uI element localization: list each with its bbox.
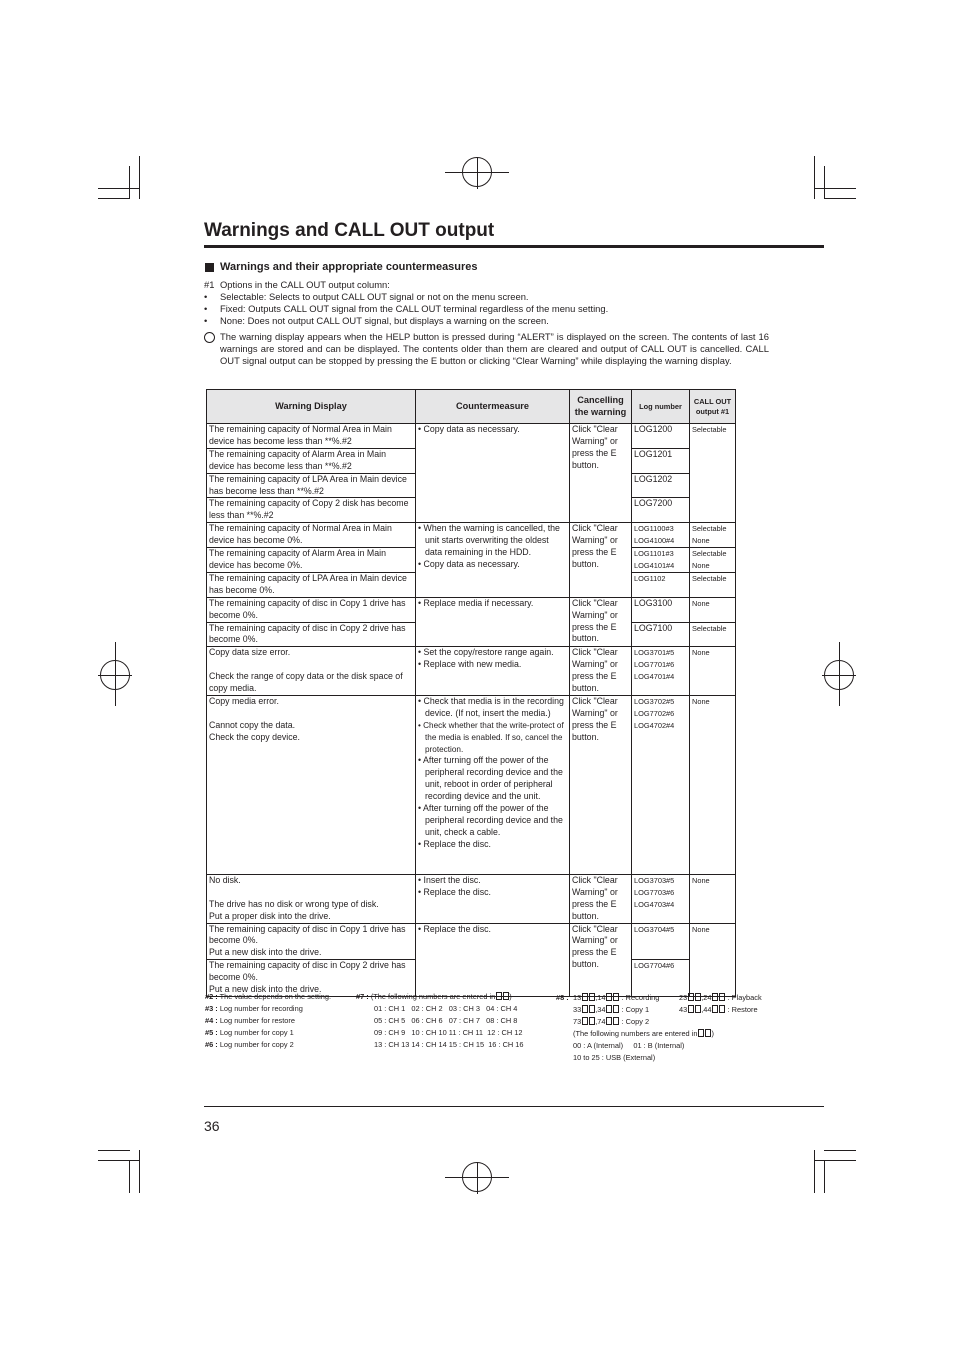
log-cell: LOG1201 xyxy=(632,448,690,473)
note1-text: Options in the CALL OUT output column: xyxy=(220,279,390,290)
countermeasure-item: • Check that media is in the recording device. (If not, insert the media.) xyxy=(418,695,564,718)
footnote-label: #5 : xyxy=(205,1028,218,1037)
mode-code: ,74 xyxy=(595,1017,606,1026)
log-number: LOG1100#3 xyxy=(634,524,674,534)
footnote-label: #7 : xyxy=(356,992,369,1001)
page-title: Warnings and CALL OUT output xyxy=(204,220,495,241)
log-number: LOG1101#3 xyxy=(634,549,674,559)
table-row xyxy=(207,597,736,622)
footnote-label: #4 : xyxy=(205,1016,218,1025)
footnote-label: #8 : xyxy=(556,993,569,1002)
log-number: LOG7702#6 xyxy=(634,708,675,718)
digit-box-icon xyxy=(589,1017,595,1025)
footnote-text: ) xyxy=(509,992,512,1001)
callout-cell xyxy=(690,523,736,548)
header-callout: CALL OUT output #1 xyxy=(690,390,736,424)
warning-cell: The remaining capacity of Alarm Area in Main device has become less than **%.#2 xyxy=(207,448,416,473)
digit-box-icon xyxy=(582,1017,588,1025)
callout-cell: None xyxy=(690,874,736,923)
warning-cell xyxy=(207,695,416,874)
footnotes-left xyxy=(205,991,355,1051)
footnote-text: Log number for restore xyxy=(219,1016,295,1025)
log-number: LOG7701#6 xyxy=(634,660,675,670)
cancel-cell: Click "Clear Warning" or press the E button. xyxy=(570,874,632,923)
warning-text: Put a new disk into the drive. xyxy=(209,947,322,958)
digit-box-icon xyxy=(698,1029,704,1037)
countermeasure-item: • After turning off the power of the peripheral recording device and the unit, reboot in order of peripheral recording device and the unit. xyxy=(418,755,563,802)
log-number: LOG3701#5 xyxy=(634,648,675,658)
countermeasure-cell xyxy=(416,523,570,597)
warnings-table xyxy=(206,389,736,997)
log-number: LOG4703#4 xyxy=(634,899,675,909)
digit-box-icon xyxy=(712,1005,718,1013)
countermeasure-item: • Replace media if necessary. xyxy=(418,597,534,608)
log-cell: LOG1202 xyxy=(632,473,690,498)
cancel-cell: Click "Clear Warning" or press the E button. xyxy=(570,923,632,996)
warning-cell: The remaining capacity of LPA Area in Main device has become 0%. xyxy=(207,572,416,597)
callout-value: Selectable xyxy=(692,524,727,534)
warning-text: Check the range of copy data or the disk space of copy media. xyxy=(209,671,403,694)
countermeasure-cell xyxy=(416,695,570,874)
header-cancelling: Cancelling the warning xyxy=(570,390,632,424)
mode-code: 23 xyxy=(679,993,688,1002)
log-cell: LOG1102 xyxy=(632,572,690,597)
warning-cell: The remaining capacity of disc in Copy 2 drive has become 0%. xyxy=(207,622,416,647)
warning-text: The drive has no disk or wrong type of disk. xyxy=(209,898,379,909)
page-number: 36 xyxy=(204,1118,220,1134)
mode-code: ,24 xyxy=(701,993,712,1002)
digit-box-icon xyxy=(503,992,512,1001)
log-number: LOG4702#4 xyxy=(634,720,675,730)
warning-text: Check the copy device. xyxy=(209,731,300,742)
mode-code: 73 xyxy=(573,1017,582,1026)
countermeasure-item: • Replace the disc. xyxy=(418,838,492,849)
warning-text: No disk. xyxy=(209,874,241,885)
digit-box-icon xyxy=(589,993,595,1001)
cancel-cell: Click "Clear Warning" or press the E button. xyxy=(570,695,632,874)
countermeasure-item: • Replace the disc. xyxy=(418,923,492,934)
bullet-dot-icon: • xyxy=(204,291,208,302)
mode-code: 33 xyxy=(573,1005,582,1014)
footnote-text: Log number for copy 2 xyxy=(219,1040,294,1049)
log-cell xyxy=(632,548,690,573)
intro-paragraph: The warning display appears when the HELP button is pressed during “ALERT” is displayed on the screen. The contents of last 16 warnings are stored and can be displayed. The contents older than them are cleared and output of CALL OUT is cancelled. CALL OUT signal output can be stopped by pressing the E button or clicking “Clear Warning” while displaying the warning display. xyxy=(220,331,769,366)
note-bullet: Selectable: Selects to output CALL OUT signal or not on the menu screen. xyxy=(220,291,529,302)
digit-box-icon xyxy=(719,1005,725,1013)
header-log-number: Log number xyxy=(632,390,690,424)
footnote-label: #2 : xyxy=(205,992,218,1001)
digit-box-icon xyxy=(613,1017,619,1025)
digit-box-icon xyxy=(606,1017,612,1025)
log-cell: LOG7100 xyxy=(632,622,690,647)
warning-text: Cannot copy the data. xyxy=(209,719,296,730)
warning-cell: The remaining capacity of LPA Area in Main device has become less than **%.#2 xyxy=(207,473,416,498)
footnote-7 xyxy=(356,991,556,1051)
countermeasure-cell xyxy=(416,874,570,923)
callout-value: Selectable xyxy=(692,549,727,559)
warning-cell xyxy=(207,874,416,923)
footnote-8 xyxy=(556,992,776,1064)
warning-text: Copy data size error. xyxy=(209,647,291,658)
table-row xyxy=(207,647,736,696)
footnote-text: (The following numbers are entered in xyxy=(573,1029,698,1038)
footnote-text: Log number for copy 1 xyxy=(219,1028,294,1037)
callout-cell: Selectable xyxy=(690,424,736,523)
log-cell xyxy=(632,874,690,923)
footer-rule xyxy=(204,1106,824,1107)
log-cell xyxy=(632,647,690,696)
digit-box-icon xyxy=(712,993,718,1001)
header-warning-display: Warning Display xyxy=(207,390,416,424)
digit-box-icon xyxy=(589,1005,595,1013)
footnote-text: The value depends on the setting. xyxy=(219,992,332,1001)
footnote-text: ) xyxy=(711,1029,714,1038)
mode-label: : Copy 1 xyxy=(621,1005,650,1014)
digit-box-icon xyxy=(695,993,701,1001)
section-title: Warnings and their appropriate countermeasures xyxy=(220,261,478,273)
warning-cell: The remaining capacity of Alarm Area in Main device has become 0%. xyxy=(207,548,416,573)
intro-notes xyxy=(204,279,769,367)
digit-box-icon xyxy=(606,1005,612,1013)
mode-code: 13 xyxy=(573,993,582,1002)
header-countermeasure: Countermeasure xyxy=(416,390,570,424)
footnote-label: #6 : xyxy=(205,1040,218,1049)
log-cell: LOG1200 xyxy=(632,424,690,449)
channel-row: 09 : CH 9 10 : CH 10 11 : CH 11 12 : CH 12 xyxy=(374,1028,523,1037)
square-bullet-icon xyxy=(205,263,214,272)
warning-text: Put a proper disk into the drive. xyxy=(209,910,331,921)
table-row xyxy=(207,695,736,874)
countermeasure-item: • Replace with new media. xyxy=(418,659,522,670)
footnote-text: (The following numbers are entered in xyxy=(370,992,496,1001)
mode-label: : Playback xyxy=(727,993,762,1002)
log-number: LOG4701#4 xyxy=(634,672,675,682)
cancel-cell: Click "Clear Warning" or press the E button. xyxy=(570,597,632,647)
channel-row: 01 : CH 1 02 : CH 2 03 : CH 3 04 : CH 4 xyxy=(374,1004,518,1013)
note-bullet: Fixed: Outputs CALL OUT signal from the CALL OUT terminal regardless of the menu setting. xyxy=(220,303,609,314)
warning-text: The remaining capacity of disc in Copy 2 drive has become 0%. xyxy=(209,960,406,983)
device-row: 10 to 25 : USB (External) xyxy=(573,1053,656,1062)
log-cell xyxy=(632,695,690,874)
callout-cell xyxy=(690,548,736,573)
countermeasure-item: • After turning off the power of the peripheral recording device and the unit, check a cable. xyxy=(418,803,563,837)
countermeasure-item: • Check whether that the write-protect of the media is enabled. If so, cancel the protection. xyxy=(418,720,564,754)
warning-cell xyxy=(207,923,416,960)
table-header-row xyxy=(207,390,736,424)
table-row xyxy=(207,874,736,923)
digit-box-icon xyxy=(613,1005,619,1013)
log-number: LOG4101#4 xyxy=(634,560,675,570)
digit-box-icon xyxy=(582,1005,588,1013)
digit-box-icon xyxy=(496,992,502,1000)
title-rule xyxy=(204,245,824,248)
mode-code: 43 xyxy=(679,1005,688,1014)
cancel-cell: Click "Clear Warning" or press the E button. xyxy=(570,424,632,523)
log-number: LOG4100#4 xyxy=(634,536,675,546)
bullet-dot-icon: • xyxy=(204,315,208,326)
countermeasure-item: • Copy data as necessary. xyxy=(418,558,520,569)
mode-code: ,14 xyxy=(595,993,606,1002)
footnote-label: #3 : xyxy=(205,1004,218,1013)
log-cell xyxy=(632,523,690,548)
log-number: LOG3703#5 xyxy=(634,875,675,885)
note-bullet: None: Does not output CALL OUT signal, but displays a warning on the screen. xyxy=(220,315,549,326)
log-cell: LOG3100 xyxy=(632,597,690,622)
countermeasure-item: • Copy data as necessary. xyxy=(418,424,520,434)
callout-cell: None xyxy=(690,597,736,622)
warning-cell: The remaining capacity of Normal Area in Main device has become less than **%.#2 xyxy=(207,424,416,449)
callout-cell: Selectable xyxy=(690,622,736,647)
mode-label: : Copy 2 xyxy=(621,1017,650,1026)
warning-cell xyxy=(207,647,416,696)
digit-box-icon xyxy=(688,993,694,1001)
cancel-cell: Click "Clear Warning" or press the E button. xyxy=(570,523,632,597)
log-number: LOG7703#6 xyxy=(634,887,675,897)
callout-cell: None xyxy=(690,647,736,696)
cancel-cell: Click "Clear Warning" or press the E button. xyxy=(570,647,632,696)
countermeasure-cell xyxy=(416,923,570,996)
callout-cell: Selectable xyxy=(690,572,736,597)
warning-cell: The remaining capacity of Normal Area in Main device has become 0%. xyxy=(207,523,416,548)
note1-label: #1 xyxy=(204,279,215,290)
mode-code: ,34 xyxy=(595,1005,606,1014)
warning-text: The remaining capacity of disc in Copy 1 drive has become 0%. xyxy=(209,923,406,946)
warning-cell: The remaining capacity of Copy 2 disk has become less than **%.#2 xyxy=(207,498,416,523)
countermeasure-item: • When the warning is cancelled, the unit starts overwriting the oldest data remaining in the HDD. xyxy=(418,523,560,558)
table-row xyxy=(207,923,736,960)
mode-code: ,44 xyxy=(701,1005,712,1014)
countermeasure-cell xyxy=(416,424,570,523)
countermeasure-cell xyxy=(416,597,570,647)
device-row: 00 : A (Internal) 01 : B (Internal) xyxy=(573,1041,685,1050)
digit-box-icon xyxy=(582,993,588,1001)
digit-box-icon xyxy=(719,993,725,1001)
countermeasure-item: • Insert the disc. xyxy=(418,874,481,885)
section-heading xyxy=(205,261,478,273)
callout-value: None xyxy=(692,560,710,570)
channel-row: 05 : CH 5 06 : CH 6 07 : CH 7 08 : CH 8 xyxy=(374,1016,518,1025)
digit-box-icon xyxy=(688,1005,694,1013)
table-row xyxy=(207,523,736,548)
log-cell: LOG3704#5 xyxy=(632,923,690,960)
note-circle-icon xyxy=(204,332,215,343)
footnote-text: Log number for recording xyxy=(219,1004,303,1013)
bullet-dot-icon: • xyxy=(204,303,208,314)
mode-label: : Restore xyxy=(727,1005,758,1014)
warning-cell: The remaining capacity of disc in Copy 1 drive has become 0%. xyxy=(207,597,416,622)
channel-row: 13 : CH 13 14 : CH 14 15 : CH 15 16 : CH 16 xyxy=(374,1040,524,1049)
log-number: LOG3702#5 xyxy=(634,696,675,706)
mode-label: : Recording xyxy=(621,993,660,1002)
digit-box-icon xyxy=(613,993,619,1001)
callout-cell: None xyxy=(690,695,736,874)
warning-text: Copy media error. xyxy=(209,695,279,706)
digit-box-icon xyxy=(606,993,612,1001)
warning-text: Put a new disk into the drive. xyxy=(209,984,322,995)
log-cell: LOG7704#6 xyxy=(632,960,690,997)
digit-box-icon xyxy=(695,1005,701,1013)
countermeasure-item: • Set the copy/restore range again. xyxy=(418,647,554,658)
countermeasure-item: • Replace the disc. xyxy=(418,886,492,897)
callout-cell: None xyxy=(690,923,736,996)
countermeasure-cell xyxy=(416,647,570,696)
table-row xyxy=(207,424,736,449)
callout-value: None xyxy=(692,536,710,546)
log-cell: LOG7200 xyxy=(632,498,690,523)
